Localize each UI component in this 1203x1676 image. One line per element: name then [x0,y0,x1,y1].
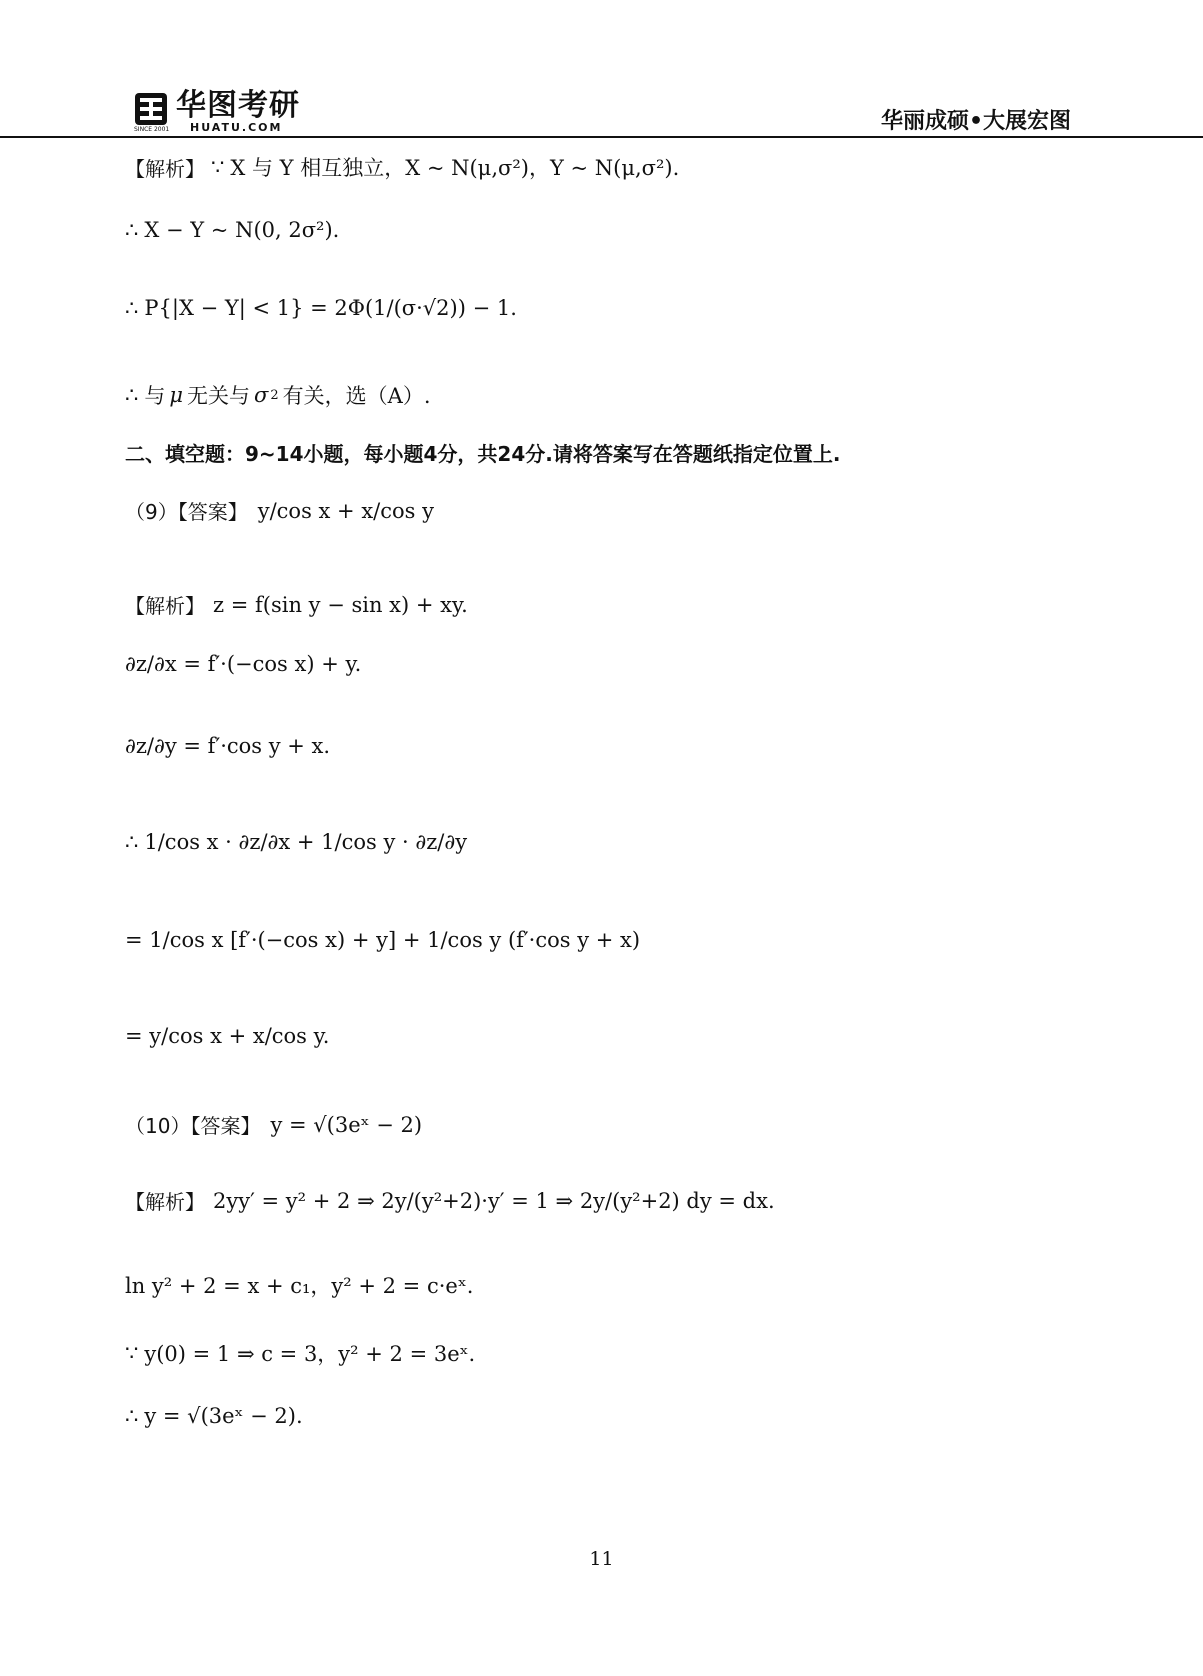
section-heading-fill-in: 二、填空题：9~14小题，每小题4分，共24分.请将答案写在答题纸指定位置上. [125,442,841,466]
line-q10-answer [125,1110,422,1139]
line-q10-initial-condition: ∵ y(0) = 1 ⇒ c = 3，y² + 2 = 3eˣ. [125,1338,475,1368]
line-difference-distribution: ∴ X − Y ~ N(0, 2σ²). [125,218,340,242]
line-q9-analysis [125,590,468,619]
q10-analysis-label: 【解析】 [125,1190,205,1214]
line-q10-integration: ln y² + 2 = x + c₁，y² + 2 = c·eˣ. [125,1274,474,1298]
page-header [0,0,1203,140]
huatu-logo-mark-icon [134,92,168,126]
q10-separation: 2yy′ = y² + 2 ⇒ 2y/(y²+2)·y′ = 1 ⇒ 2y/(y²+2) dy = dx. [213,1188,775,1213]
logo-chinese-text: 华图考研 [176,88,300,123]
line-q9-combination: ∴ 1/cos x · ∂z/∂x + 1/cos y · ∂z/∂y [125,830,468,854]
q10-initial-condition: y(0) = 1 ⇒ c = 3，y² + 2 = 3eˣ. [144,1342,476,1366]
line-analysis-independence: 【解析】 ∵ X 与 Y 相互独立，X ~ N(μ,σ²)，Y ~ N(μ,σ²). [125,152,679,182]
q9-answer-label: （9）【答案】 [125,500,248,524]
huatu-logo [134,90,300,132]
q9-combination-formula: 1/cos x · ∂z/∂x + 1/cos y · ∂z/∂y [144,830,468,854]
q10-answer-formula: y = √(3eˣ − 2) [270,1112,423,1137]
header-divider [0,136,1203,138]
q10-answer-label: （10）【答案】 [125,1114,261,1138]
line-probability: ∴ P{|X − Y| < 1} = 2Φ(1/(σ·√2)) − 1. [125,296,517,320]
header-slogan: 华丽成硕•大展宏图 [880,109,1071,134]
line-q10-conclusion: ∴ y = √(3eˣ − 2). [125,1404,303,1428]
line-q10-analysis [125,1186,775,1215]
independence-statement: X 与 Y 相互独立，X ~ N(μ,σ²)，Y ~ N(μ,σ²). [230,156,680,180]
analysis-label: 【解析】 [125,156,205,181]
line-q9-substitution: = 1/cos x [f′·(−cos x) + y] + 1/cos y (f′·cos y + x) [125,928,641,952]
conclusion-prefix: 与 [144,384,166,408]
line-q9-answer [125,496,434,525]
line-q9-partial-x: ∂z/∂x = f′·(−cos x) + y. [125,652,362,676]
q9-answer-formula: y/cos x + x/cos y [257,498,434,523]
page-number: 11 [589,1548,614,1570]
conclusion-middle: 无关与 [187,384,251,408]
q10-conclusion: y = √(3eˣ − 2). [144,1404,303,1428]
difference-distribution: X − Y ~ N(0, 2σ²). [144,218,340,242]
line-q9-result: = y/cos x + x/cos y. [125,1024,330,1048]
probability-formula: P{|X − Y| < 1} = 2Φ(1/(σ·√2)) − 1. [144,296,517,320]
line-q9-partial-y: ∂z/∂y = f′·cos y + x. [125,734,331,758]
q9-analysis-label: 【解析】 [125,594,205,618]
q9-function-definition: z = f(sin y − sin x) + xy. [213,592,468,617]
logo-english-text: HUATU.COM [190,121,283,134]
line-conclusion-a: ∴ 与 μ 无关与 σ 2 有关，选（A）. [125,380,431,410]
conclusion-suffix: 有关，选（A）. [282,384,431,408]
logo-since-text: SINCE 2001 [134,126,170,133]
